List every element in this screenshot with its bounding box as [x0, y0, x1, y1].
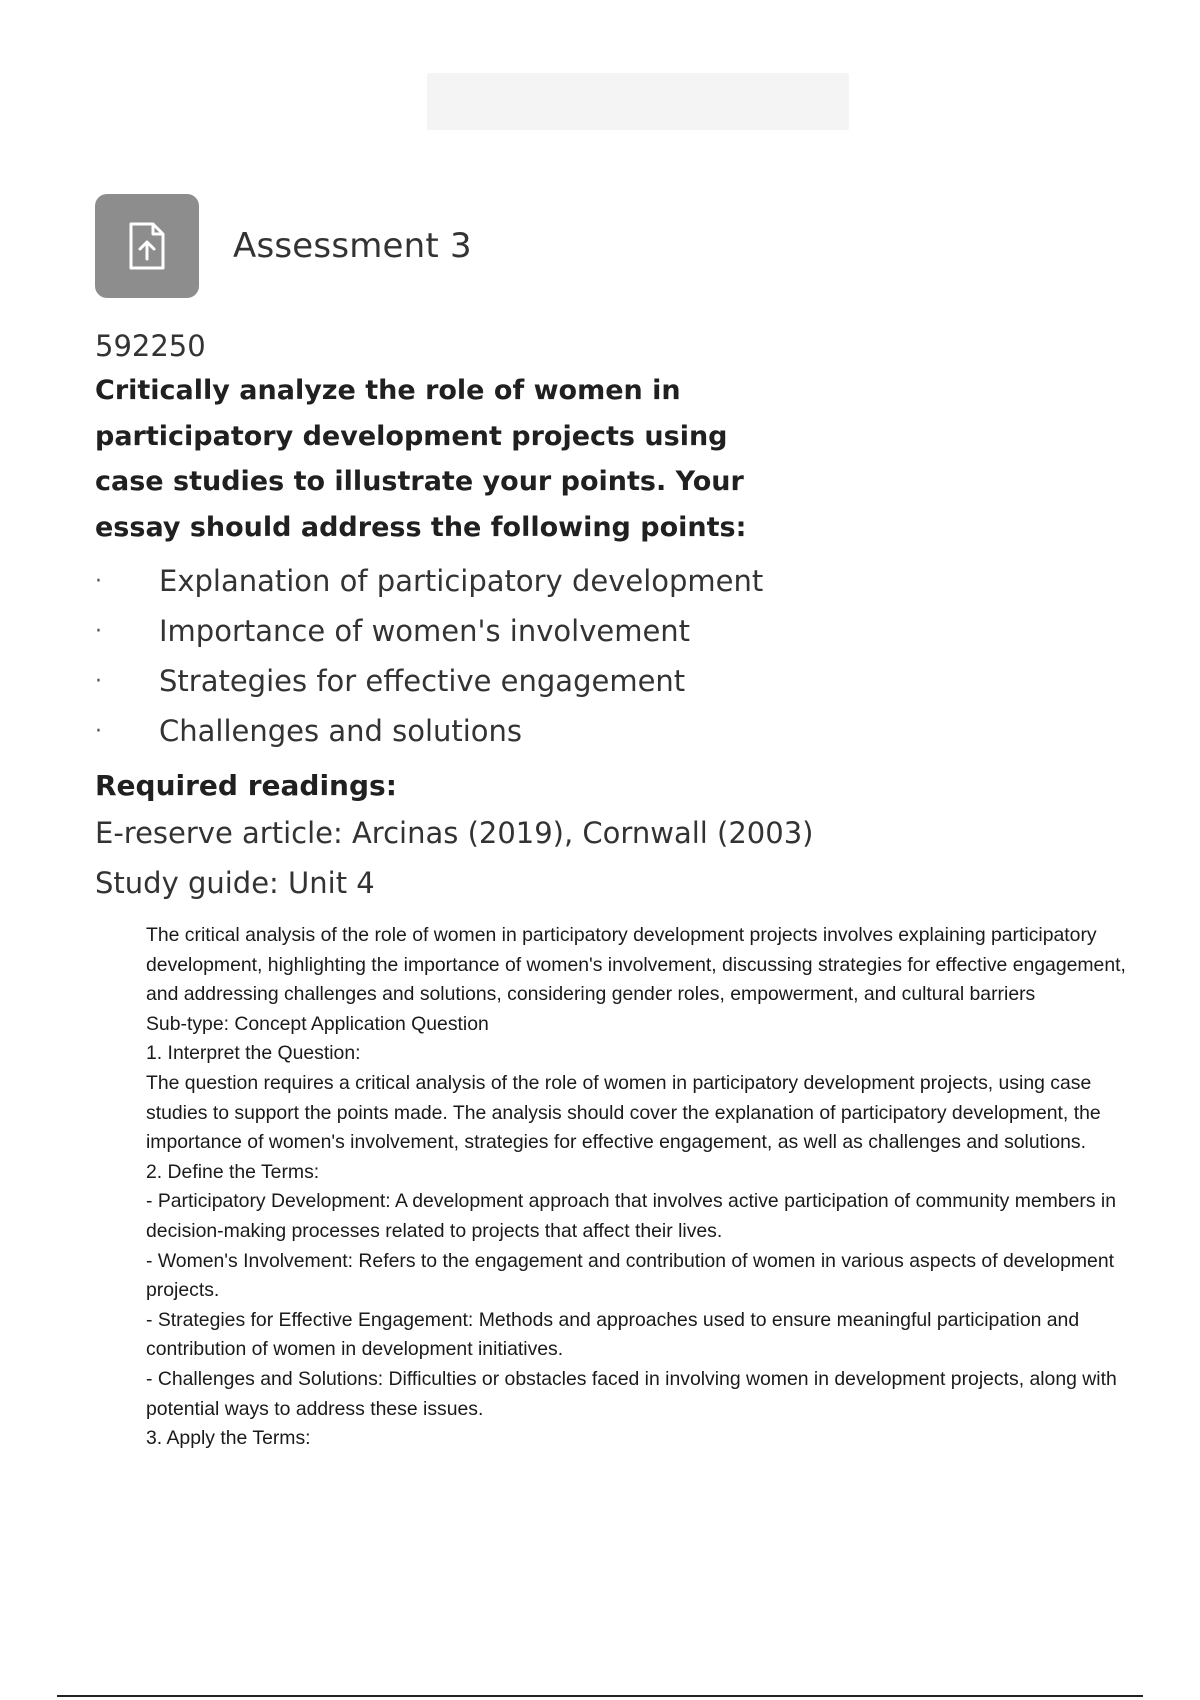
points-list — [95, 556, 1115, 756]
answer-paragraph: - Participatory Development: A development approach that involves active participation of community members in decision-making processes related to projects that affect their lives. — [146, 1190, 1117, 1242]
answer-text-block — [146, 921, 1126, 1454]
footer-divider — [57, 1695, 1143, 1697]
assessment-title: Assessment 3 — [233, 226, 472, 266]
answer-paragraph: Sub-type: Concept Application Question — [146, 1012, 489, 1035]
answer-paragraph: 1. Interpret the Question: — [146, 1042, 361, 1065]
assessment-header — [95, 194, 472, 298]
bullet-icon: · — [95, 618, 102, 644]
readings-heading: Required readings: — [95, 769, 397, 802]
point-text: Strategies for effective engagement — [159, 664, 686, 698]
question-block — [95, 326, 1115, 908]
answer-paragraph: - Women's Involvement: Refers to the engagement and contribution of women in various aspects of development projects. — [146, 1249, 1115, 1302]
reading-study-guide: Study guide: Unit 4 — [95, 866, 375, 900]
answer-paragraph: 2. Define the Terms: — [146, 1160, 320, 1183]
answer-paragraph: The question requires a critical analysis of the role of women in participatory development projects, using case studies to support the points made. The analysis should cover the explanation of participatory development, the importance of women's involvement, strategies for effective engagement, as well as challenges and solutions. — [146, 1071, 1101, 1154]
question-id: 592250 — [95, 329, 206, 363]
point-text: Challenges and solutions — [159, 714, 523, 748]
file-upload-icon — [125, 221, 169, 271]
answer-paragraph: - Strategies for Effective Engagement: Methods and approaches used to ensure meaningful participation and contribution of women in development initiatives. — [146, 1308, 1080, 1361]
reading-ereserve: E-reserve article: Arcinas (2019), Cornwall (2003) — [95, 816, 814, 850]
list-item — [95, 606, 1115, 656]
list-item — [95, 706, 1115, 756]
bullet-icon: · — [95, 668, 102, 694]
answer-paragraph: 3. Apply the Terms: — [146, 1427, 311, 1450]
point-text: Explanation of participatory development — [159, 564, 764, 598]
question-prompt: Critically analyze the role of women in participatory development projects using case studies to illustrate your points. Your essay should address the following points: — [95, 375, 747, 543]
point-text: Importance of women's involvement — [159, 614, 691, 648]
list-item — [95, 556, 1115, 606]
assessment-file-tile[interactable] — [95, 194, 199, 298]
answer-paragraph: - Challenges and Solutions: Difficulties or obstacles faced in involving women in development projects, along with potential ways to address these issues. — [146, 1367, 1117, 1420]
top-placeholder-bar — [427, 73, 849, 130]
answer-paragraph: The critical analysis of the role of women in participatory development projects involves explaining participatory development, highlighting the importance of women's involvement, discussing strategies for effective engagement, and addressing challenges and solutions, considering gender roles, empowerment, and cultural barriers — [146, 924, 1126, 1006]
bullet-icon: · — [95, 718, 102, 744]
bullet-icon: · — [95, 568, 102, 594]
list-item — [95, 656, 1115, 706]
